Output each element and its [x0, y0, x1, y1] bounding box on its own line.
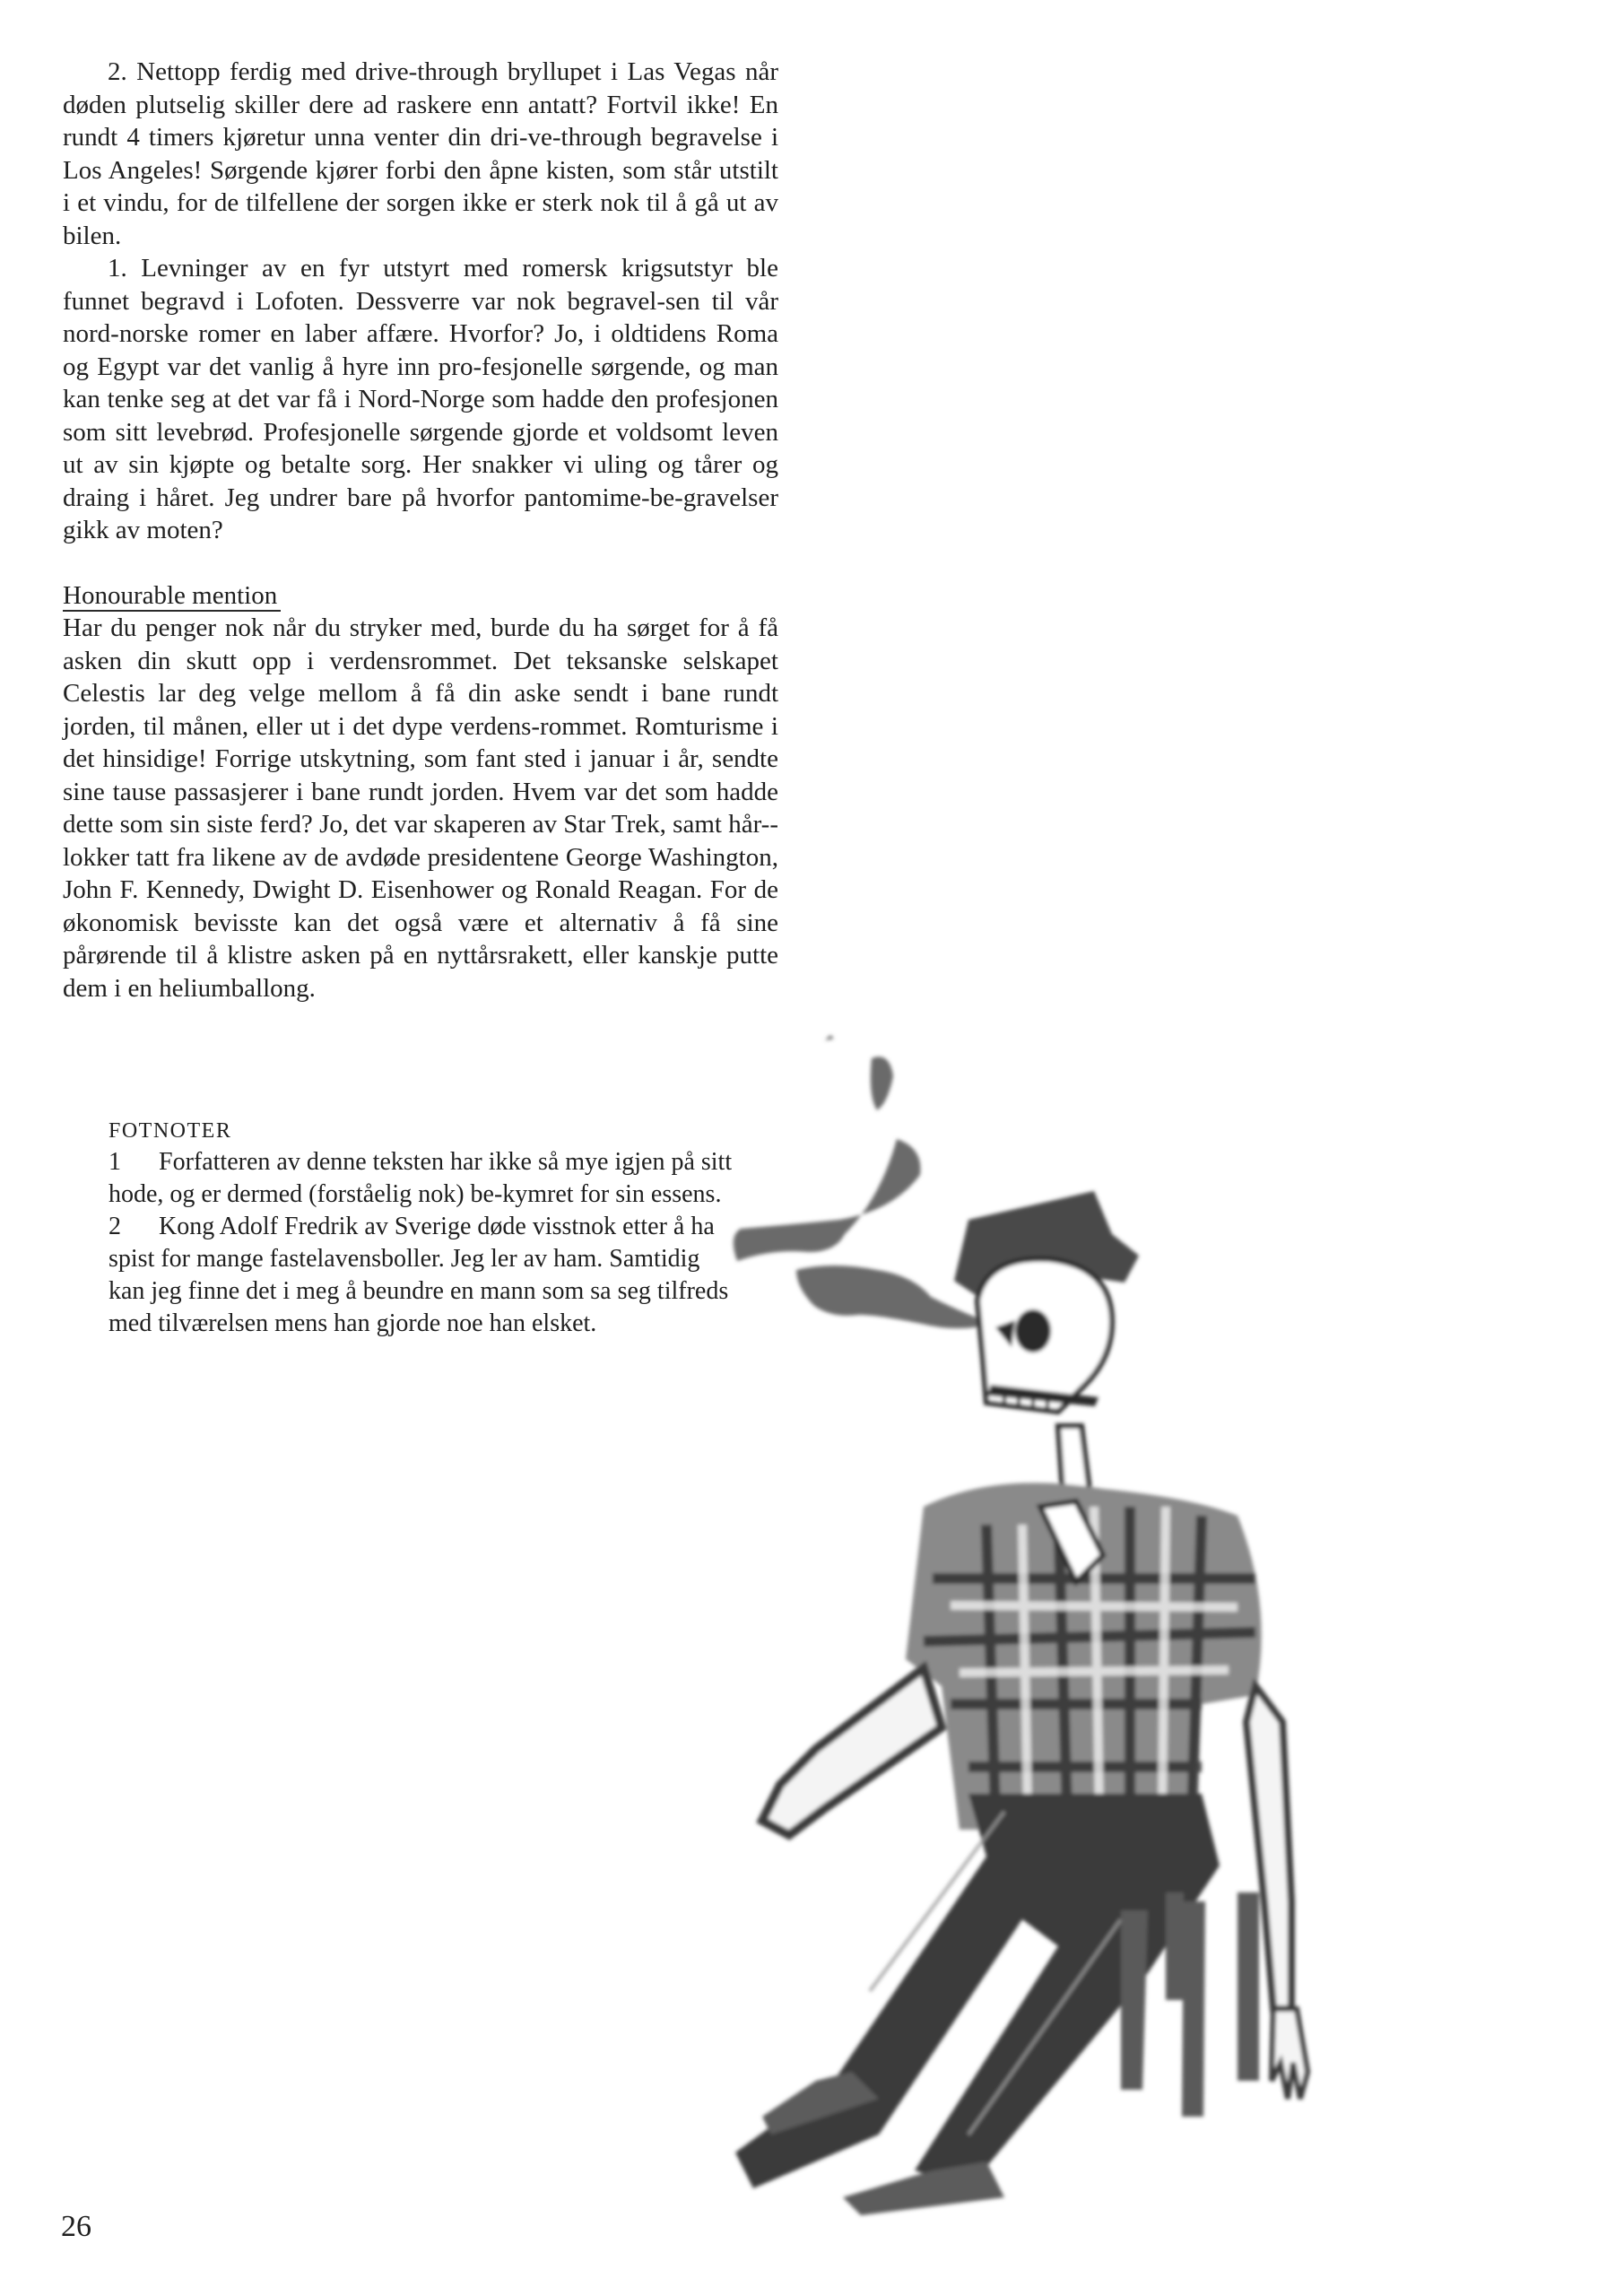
- page-number: 26: [61, 2210, 91, 2243]
- hand: [1272, 2009, 1307, 2099]
- footnote-1: [109, 1146, 742, 1211]
- spacer: [63, 547, 778, 579]
- footnote-number: 1: [109, 1148, 121, 1176]
- paragraph-item-2: 2. Nettopp ferdig med drive-through bryllupet i Las Vegas når døden plutselig skiller dere ad raskere enn antatt? Fortvil ikke! En rundt 4 timers kjøretur unna venter din dri-ve-through begravelse i Los Angeles! Sørgende kjører forbi den åpne kisten, som står utstilt i et vindu, for de tilfellene der sorgen ikke er sterk nok til å gå ut av bilen.: [63, 57, 778, 250]
- smoke-icon: [734, 1035, 994, 1328]
- footnotes-label: FOTNOTER: [109, 1119, 232, 1143]
- footnote-text: Forfatteren av denne teksten har ikke så mye igjen på sitt hode, og er dermed (forståelig nok) be-kymret for sin essens.: [109, 1148, 733, 1208]
- plaid-shirt: [906, 1483, 1262, 1830]
- paragraph-item-1: 1. Levninger av en fyr utstyrt med romersk krigsutstyr ble funnet begravd i Lofoten. Dessverre var nok begravel-sen til vår nord-norske romer en laber affære. Hvorfor? Jo, i oldtidens Roma og Egypt var det vanlig å hyre inn pro-fesjonelle sørgende, og man kan tenke seg at det var få i Nord-Norge som hadde den profesjonen som sitt levebrød. Profesjonelle sørgende gjorde et voldsomt leven ut av sin kjøpte og betalte sorg. Her snakker vi uling og tårer og draing i håret. Jeg undrer bare på hvorfor pantomime-be-gravelser gikk av moten?: [63, 254, 778, 544]
- skeleton-illustration: [699, 1004, 1560, 2242]
- skull-icon: [977, 1259, 1112, 1412]
- stool: [1121, 1892, 1259, 2117]
- left-arm: [762, 1668, 942, 1835]
- article-column: [63, 56, 778, 1004]
- honourable-mention-body: Har du penger nok når du stryker med, burde du ha sørget for å få asken din skutt opp i verdensrommet. Det teksanske selskapet Celestis lar deg velge mellom å få din aske sendt i bane rundt jorden, til månen, eller ut i det dype verdens-rommet. Romturisme i det hinsidige! Forrige utskytning, som fant sted i januar i år, sendte sine tause passasjerer i bane rundt jorden. Hvem var det som hadde dette som sin siste ferd? Jo, det var skaperen av Star Trek, samt hår-lokker tatt fra likene av de avdøde presidentene George Washington, John F. Kennedy, Dwight D. Eisenhower og Ronald Reagan. For de økonomisk bevisste kan det også være et alternativ å få sine pårørende til å klistre asken på en nyttårsrakett, eller kanskje putte dem i en heliumballong.: [63, 613, 778, 1003]
- trousers: [735, 1794, 1220, 2215]
- footnote-2: [109, 1211, 742, 1340]
- footnotes: [109, 1116, 742, 1340]
- footnote-text: Kong Adolf Fredrik av Sverige døde visstnok etter å ha spist for mange fastelavensboller. Jeg ler av ham. Samtidig kan jeg finne det i meg å beundre en mann som sa seg tilfreds med tilværelsen mens han gjorde noe han elsket.: [109, 1213, 729, 1337]
- honourable-mention-heading: Honourable mention: [63, 581, 281, 612]
- footnote-number: 2: [109, 1213, 121, 1240]
